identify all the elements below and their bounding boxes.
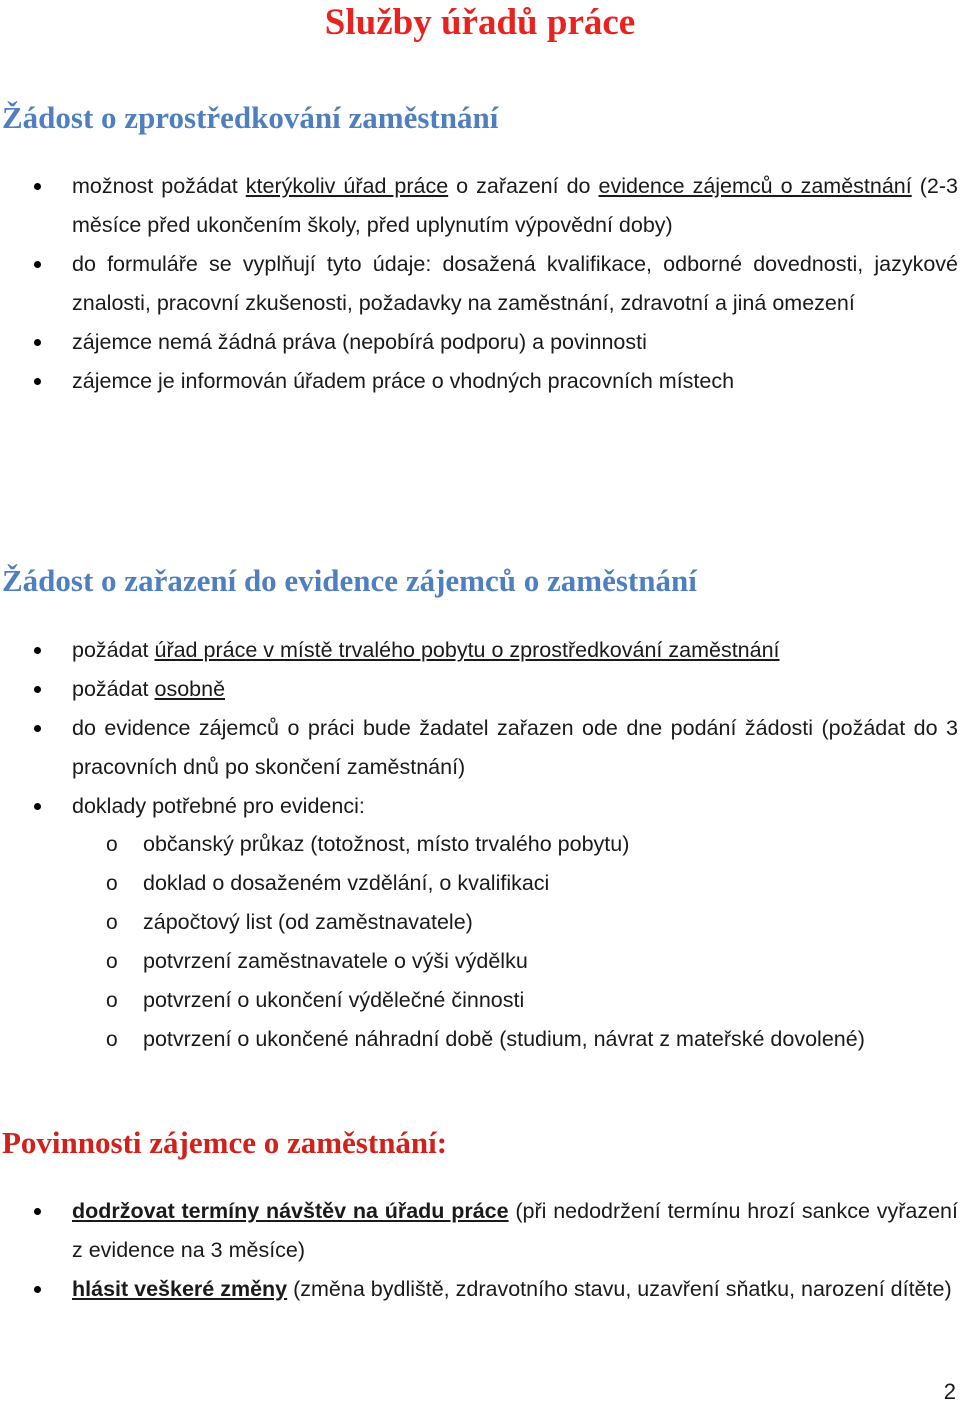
sub-list-item: o zápočtový list (od zaměstnavatele) bbox=[0, 903, 960, 942]
documents-sublist bbox=[0, 825, 960, 1059]
list-item bbox=[0, 1270, 960, 1309]
list-item: zájemce nemá žádná práva (nepobírá podporu) a povinnosti bbox=[0, 323, 960, 362]
bold-underlined-text: hlásit veškeré změny bbox=[72, 1277, 288, 1301]
page-title: Služby úřadů práce bbox=[324, 2, 636, 43]
section1-list bbox=[0, 167, 960, 401]
section-heading-povinnosti: Povinnosti zájemce o zaměstnání: bbox=[2, 1125, 448, 1160]
section3-list bbox=[0, 1192, 960, 1309]
sub-list-item: o potvrzení o ukončené náhradní době (studium, návrat z mateřské dovolené) bbox=[0, 1020, 960, 1059]
underlined-text: kterýkoliv úřad práce bbox=[245, 174, 449, 198]
text: (při nedodržení termínu hrozí sankce vyřazení z evidence na 3 měsíce) bbox=[72, 1199, 958, 1262]
bold-underlined-text: dodržovat termíny návštěv na úřadu práce bbox=[72, 1199, 509, 1223]
list-item: do formuláře se vyplňují tyto údaje: dosažená kvalifikace, odborné dovednosti, jazykové znalosti, pracovní zkušenosti, požadavky na zaměstnání, zdravotní a jiná omezení bbox=[0, 245, 960, 323]
sub-list-item: o potvrzení o ukončení výdělečné činnosti bbox=[0, 981, 960, 1020]
list-item bbox=[0, 787, 960, 826]
sub-list-item: o doklad o dosaženém vzdělání, o kvalifikaci bbox=[0, 864, 960, 903]
text: (změna bydliště, zdravotního stavu, uzavření sňatku, narození dítěte) bbox=[287, 1277, 952, 1301]
text: doklady potřebné pro evidenci: bbox=[72, 794, 365, 818]
sub-list-item: o občanský průkaz (totožnost, místo trvalého pobytu) bbox=[0, 825, 960, 864]
text: požádat bbox=[72, 638, 155, 662]
sub-list-item: o potvrzení zaměstnavatele o výši výdělku bbox=[0, 942, 960, 981]
underlined-text: evidence zájemců o zaměstnání bbox=[598, 174, 912, 198]
list-item bbox=[0, 167, 960, 245]
list-item bbox=[0, 1192, 960, 1270]
section2-list bbox=[0, 631, 960, 826]
text: o zařazení do bbox=[448, 174, 599, 198]
underlined-text: úřad práce v místě trvalého pobytu o zprostředkování zaměstnání bbox=[154, 638, 780, 662]
text: možnost požádat bbox=[72, 174, 246, 198]
text: (2-3 měsíce před ukončením školy, před uplynutím výpovědní doby) bbox=[72, 174, 958, 237]
list-item bbox=[0, 631, 960, 670]
list-item: zájemce je informován úřadem práce o vhodných pracovních místech bbox=[0, 362, 960, 401]
page-number: 2 bbox=[943, 1379, 956, 1404]
section-heading-zprostredkovani: Žádost o zprostředkování zaměstnání bbox=[2, 100, 499, 135]
list-item bbox=[0, 670, 960, 709]
underlined-text: osobně bbox=[154, 677, 226, 701]
section-heading-zarazeni: Žádost o zařazení do evidence zájemců o zaměstnání bbox=[2, 563, 697, 598]
list-item: do evidence zájemců o práci bude žadatel zařazen ode dne podání žádosti (požádat do 3 pracovních dnů po skončení zaměstnání) bbox=[0, 709, 960, 787]
text: požádat bbox=[72, 677, 155, 701]
